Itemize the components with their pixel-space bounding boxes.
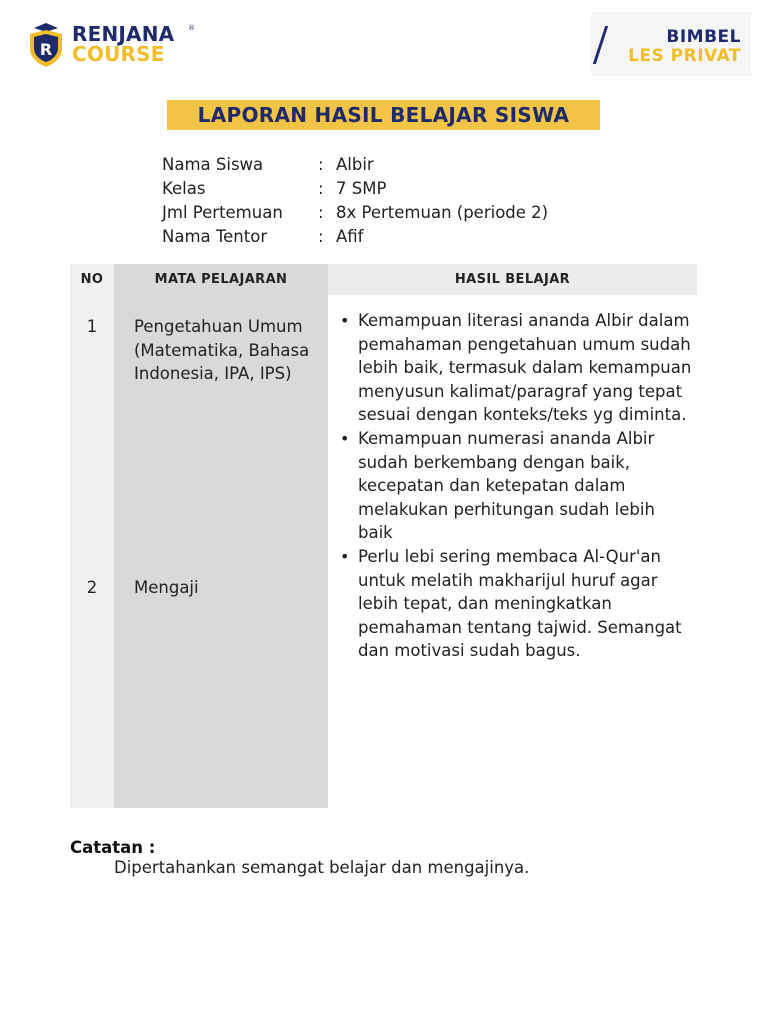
report-title: LAPORAN HASIL BELAJAR SISWA: [197, 103, 570, 127]
logo-line-renjana: RENJANA: [72, 22, 175, 46]
student-info: [162, 152, 622, 248]
subject-cell: Pengetahuan Umum (Matematika, Bahasa Indonesia, IPA, IPS): [134, 317, 310, 384]
header-result: HASIL BELAJAR: [454, 272, 571, 287]
row-number: 2: [86, 578, 98, 597]
bimbel-les-privat-brand: [591, 12, 751, 76]
result-item: • Perlu lebi sering membaca Al-Qur'an untuk melatih makharijul huruf agar lebih tepat, dan meningkatkan pemahaman tentang tajwid. Semangat dan motivasi sudah bagus.: [340, 545, 692, 663]
report-title-banner: [167, 100, 600, 130]
logo-line-course: COURSE: [72, 42, 165, 66]
info-colon: :: [318, 178, 324, 198]
header-no: NO: [80, 272, 104, 287]
info-row-tutor: [162, 224, 622, 248]
slash-divider: [593, 26, 608, 64]
info-colon: :: [318, 226, 324, 246]
info-value: 8x Pertemuan (periode 2): [336, 202, 549, 222]
result-list: [340, 309, 692, 663]
header-subject: MATA PELAJARAN: [154, 272, 288, 287]
learning-results-table: [70, 264, 697, 808]
info-label: Nama Siswa: [162, 154, 264, 174]
info-value: Albir: [336, 154, 374, 174]
result-item: • Kemampuan literasi ananda Albir dalam pemahaman pengetahuan umum sudah lebih baik, termasuk dalam kemampuan menyusun kalimat/paragraf yang tepat sesuai dengan konteks/teks yg diminta.: [340, 309, 692, 427]
column-no-background: [70, 264, 114, 808]
badge-letter: R: [39, 40, 53, 59]
notes-text: Dipertahankan semangat belajar dan mengajinya.: [114, 858, 530, 877]
row-number: 1: [86, 317, 98, 336]
info-row-class: [162, 176, 622, 200]
brand-bimbel: BIMBEL: [666, 27, 741, 47]
result-item: • Kemampuan numerasi ananda Albir sudah berkembang dengan baik, kecepatan dan ketepatan dalam melakukan perhitungan sudah lebih baik: [340, 427, 692, 545]
brand-les-privat: LES PRIVAT: [628, 46, 741, 66]
renjana-course-logo: [26, 22, 206, 70]
info-colon: :: [318, 202, 324, 222]
info-colon: :: [318, 154, 324, 174]
info-row-student-name: [162, 152, 622, 176]
info-label: Jml Pertemuan: [162, 202, 283, 222]
subject-cell: Mengaji: [134, 578, 199, 597]
registered-mark: ®: [188, 24, 195, 32]
notes-label: Catatan :: [70, 838, 156, 857]
info-label: Kelas: [162, 178, 206, 198]
info-value: Afif: [336, 226, 364, 246]
info-value: 7 SMP: [336, 178, 387, 198]
shield-badge-icon: [26, 22, 66, 68]
info-row-sessions: [162, 200, 622, 224]
info-label: Nama Tentor: [162, 226, 268, 246]
